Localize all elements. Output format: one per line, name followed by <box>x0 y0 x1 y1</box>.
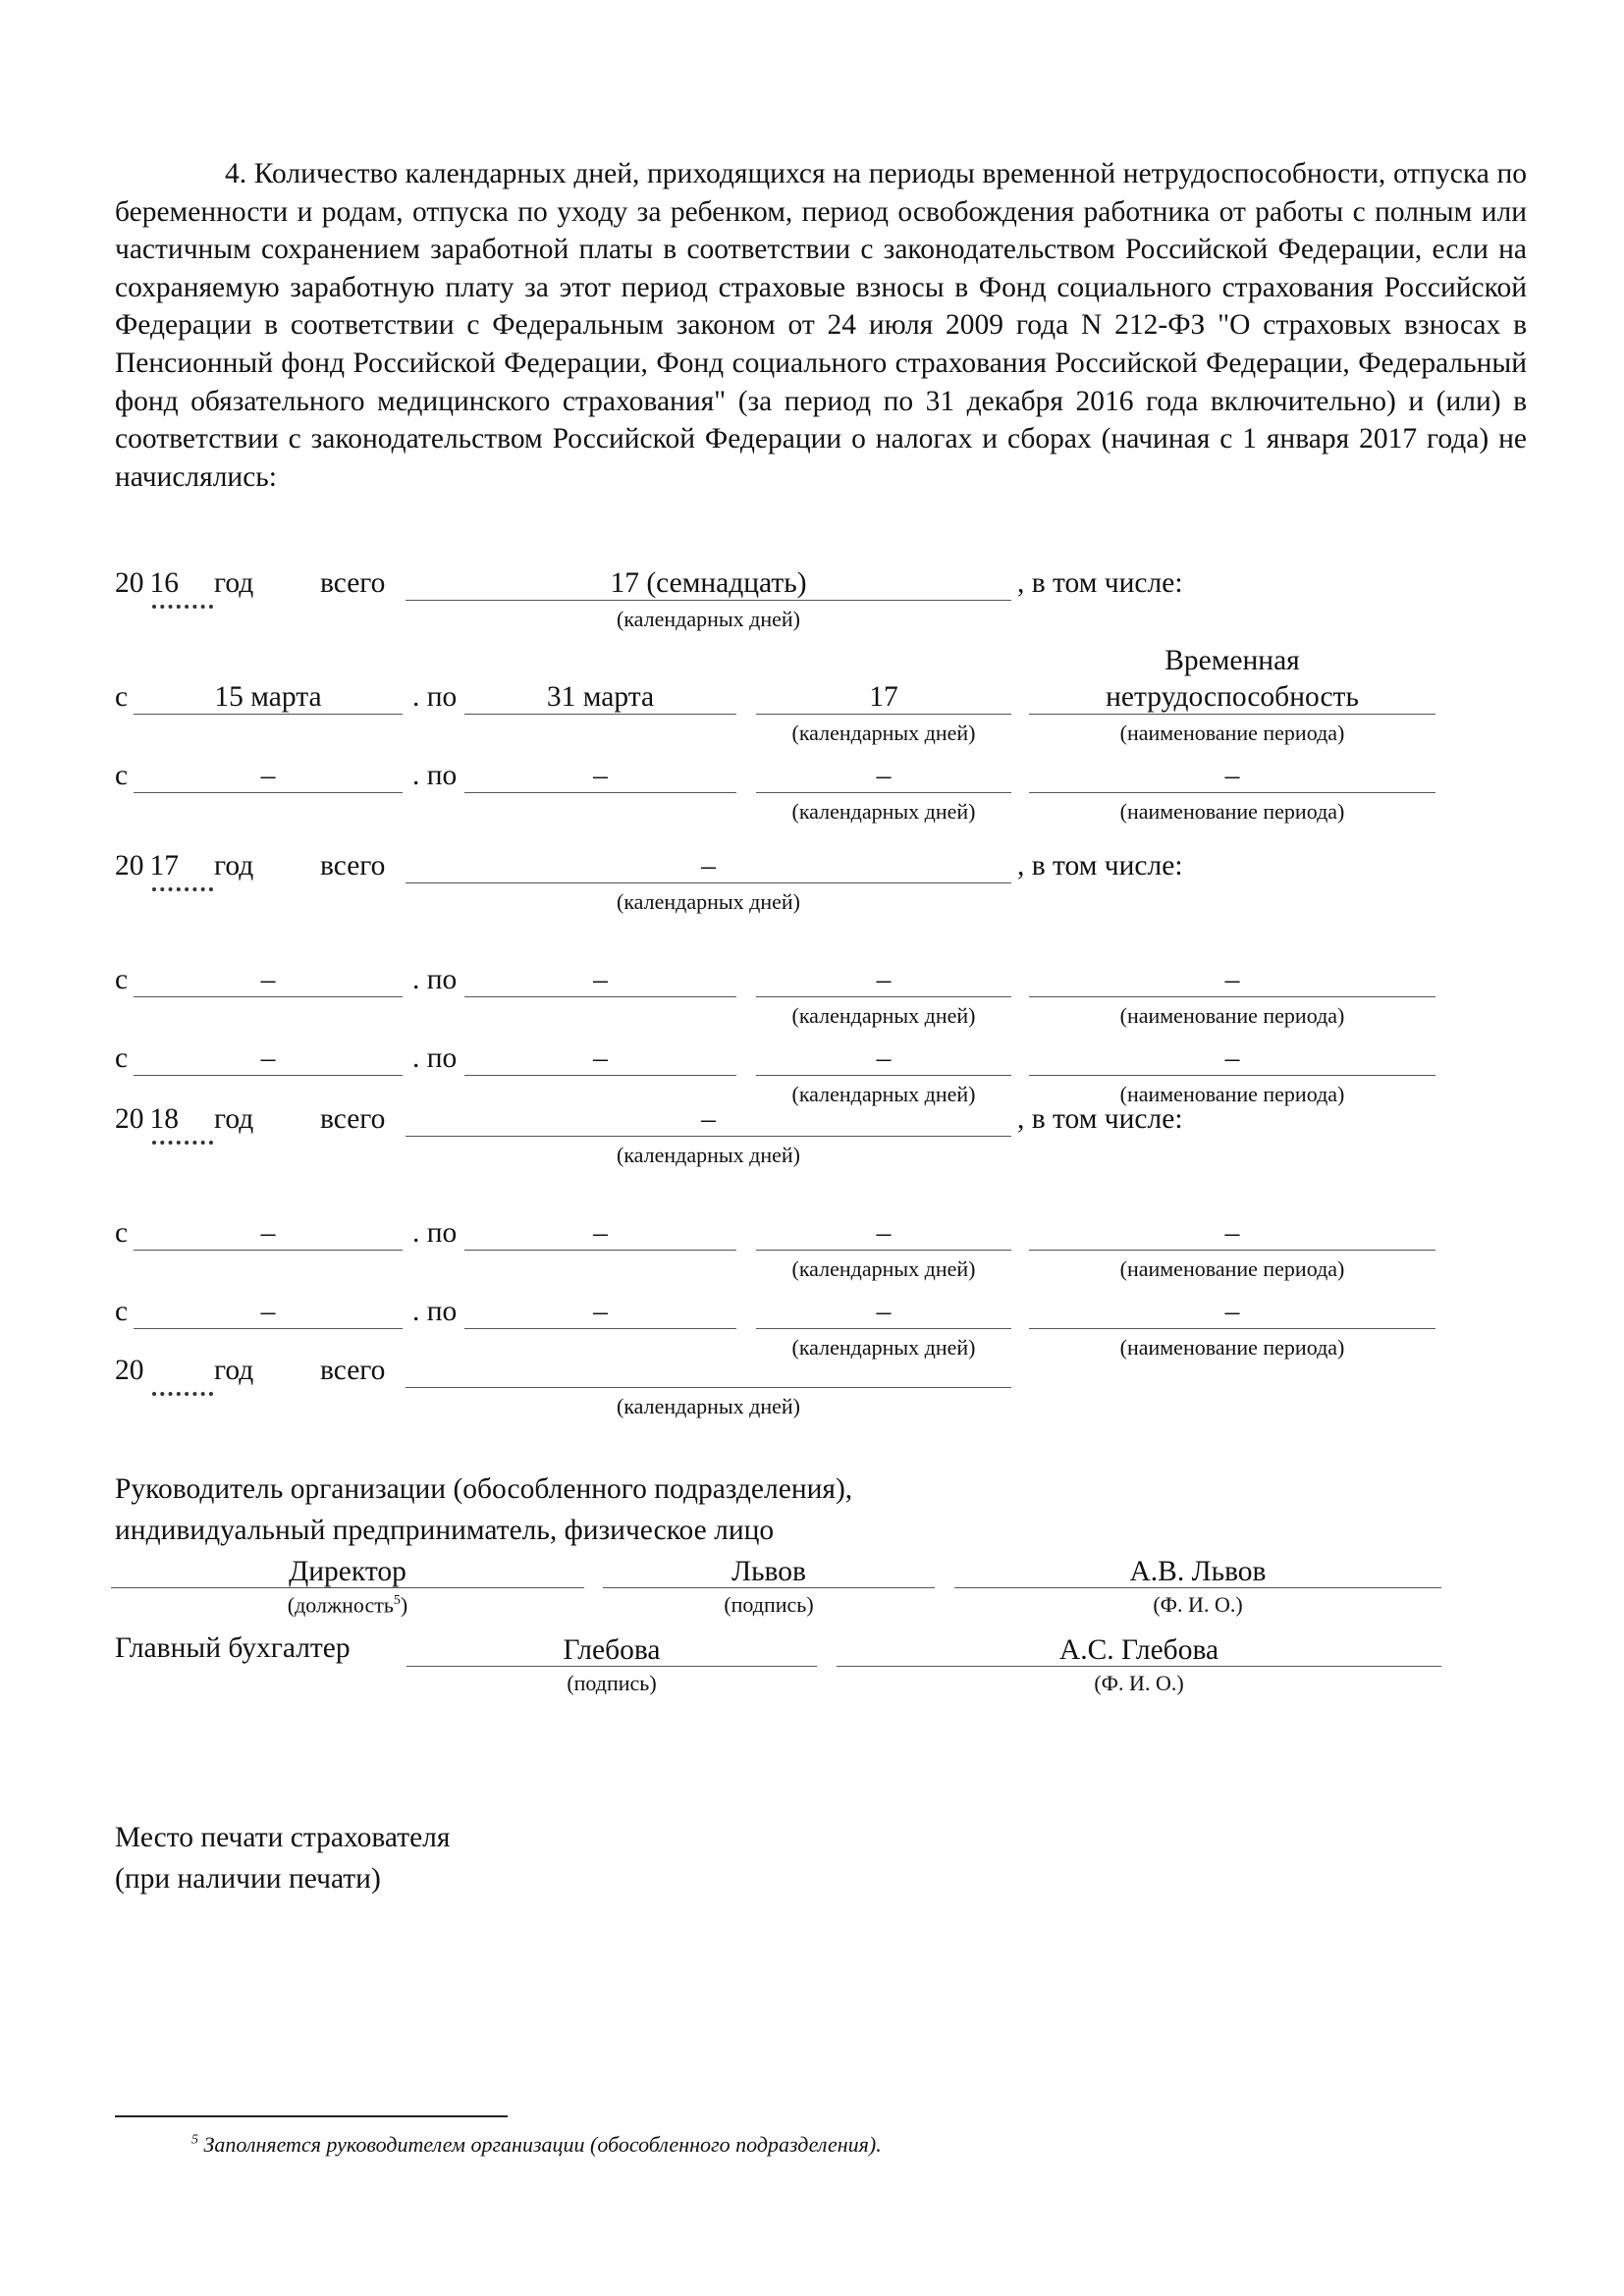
accountant-signature-caption: (подпись) <box>567 1671 657 1695</box>
stamp-line2: (при наличии печати) <box>115 1863 381 1895</box>
year-dotted-underline <box>152 887 213 891</box>
year-prefix: 20 <box>115 850 144 881</box>
year-number-field[interactable] <box>144 1105 199 1135</box>
period-to-label: . по <box>412 760 458 791</box>
accountant-label: Главный бухгалтер <box>115 1632 351 1664</box>
year-total-caption: (календарных дней) <box>617 1394 800 1418</box>
year-label <box>115 852 199 881</box>
year-total-line <box>406 1136 1011 1137</box>
period-from-label: с <box>115 1296 129 1327</box>
year-dotted-underline <box>152 1392 213 1396</box>
period-to-field[interactable]: – <box>593 1217 608 1249</box>
head-name-line <box>954 1587 1441 1588</box>
head-signature-caption: (подпись) <box>724 1592 814 1617</box>
year-number: 17 <box>149 850 179 881</box>
year-total-caption: (календарных дней) <box>617 889 800 914</box>
period-from-line <box>134 1075 403 1076</box>
period-to-label: . по <box>412 1042 458 1074</box>
period-from-label: с <box>115 1042 129 1074</box>
period-name-caption: (наименование периода) <box>1119 1335 1345 1360</box>
period-to-line <box>464 714 736 715</box>
period-from-line <box>134 1250 403 1251</box>
period-name-line <box>1029 1075 1435 1076</box>
period-from-field[interactable]: – <box>260 1042 276 1074</box>
period-from-field[interactable]: 15 марта <box>214 681 322 713</box>
year-total-field[interactable]: – <box>701 850 716 881</box>
period-from-field[interactable]: – <box>260 760 276 791</box>
period-days-caption: (календарных дней) <box>791 1003 976 1028</box>
period-name-field[interactable]: – <box>1224 1042 1240 1074</box>
stamp-line1: Место печати страхователя <box>115 1822 451 1853</box>
period-name-caption: (наименование периода) <box>1119 1082 1345 1106</box>
period-days-caption: (календарных дней) <box>791 721 976 745</box>
head-title-line1: Руководитель организации (обособленного подразделения), <box>115 1473 853 1505</box>
period-to-field[interactable]: – <box>593 1296 608 1327</box>
period-days-line <box>756 792 1011 793</box>
period-name-field[interactable]: – <box>1224 1296 1240 1327</box>
period-name-caption: (наименование периода) <box>1119 1256 1345 1281</box>
year-word: год <box>214 850 254 881</box>
accountant-name-caption: (Ф. И. О.) <box>1094 1671 1184 1695</box>
period-name-field[interactable]: – <box>1224 964 1240 995</box>
year-prefix: 20 <box>115 567 144 599</box>
total-word: всего <box>320 1103 386 1135</box>
including-label: , в том числе: <box>1017 567 1183 599</box>
period-to-line <box>464 792 736 793</box>
period-days-line <box>756 1250 1011 1251</box>
period-days-caption: (календарных дней) <box>791 799 976 824</box>
period-name-field[interactable]: нетрудоспособность <box>1106 681 1359 713</box>
year-total-caption: (календарных дней) <box>617 1143 800 1167</box>
head-position-line <box>111 1587 584 1588</box>
period-to-line <box>464 1250 736 1251</box>
period-name-line <box>1029 714 1435 715</box>
year-word: год <box>214 1103 254 1135</box>
footnote <box>191 2132 882 2158</box>
period-to-field[interactable]: 31 марта <box>546 681 655 713</box>
head-name-caption: (Ф. И. О.) <box>1153 1592 1243 1617</box>
period-days-field[interactable]: – <box>876 760 892 791</box>
period-from-label: с <box>115 1217 129 1249</box>
year-number-field[interactable] <box>144 852 199 881</box>
head-signature-field[interactable]: Львов <box>731 1556 806 1587</box>
period-from-line <box>134 792 403 793</box>
year-word: год <box>214 567 254 599</box>
year-dotted-underline <box>152 605 213 609</box>
period-days-caption: (календарных дней) <box>791 1256 976 1281</box>
year-label <box>115 1357 199 1386</box>
period-from-field[interactable]: – <box>260 1296 276 1327</box>
period-days-field[interactable]: – <box>876 964 892 995</box>
year-total-line <box>406 882 1011 883</box>
period-days-line <box>756 1328 1011 1329</box>
period-to-field[interactable]: – <box>593 1042 608 1074</box>
year-prefix: 20 <box>115 1355 144 1386</box>
period-days-field[interactable]: 17 <box>869 681 898 713</box>
period-to-field[interactable]: – <box>593 760 608 791</box>
period-to-label: . по <box>412 681 458 713</box>
year-number-field[interactable] <box>144 1357 199 1386</box>
period-from-label: с <box>115 964 129 995</box>
footnote-rule <box>115 2115 508 2117</box>
year-number-field[interactable] <box>144 569 199 599</box>
period-to-label: . по <box>412 964 458 995</box>
period-days-caption: (календарных дней) <box>791 1335 976 1360</box>
clause-4-text: 4. Количество календарных дней, приходящихся на периоды временной нетрудоспособности, отпуска по беременности и родам, отпуска по уходу за ребенком, период освобождения работника от работы с полным или частичным сохранением заработной платы в соответствии с законодательством Российской Федерации, если на сохраняемую заработную плату за этот период страховые взносы в Фонд социального страхования Российской Федерации в соответствии с Федеральным законом от 24 июля 2009 года N 212-ФЗ "О страховых взносах в Пенсионный фонд Российской Федерации, Фонд социального страхования Российской Федерации, Федеральный фонд обязательного медицинского страхования" (за период по 31 декабря 2016 года включительно) и (или) в соответствии с законодательством Российской Федерации о налогах и сборах (начиная с 1 января 2017 года) не начислялись: <box>115 158 1527 493</box>
year-total-caption: (календарных дней) <box>617 607 800 631</box>
accountant-name-field[interactable]: А.С. Глебова <box>1058 1634 1219 1666</box>
period-days-line <box>756 1075 1011 1076</box>
footnote-text: Заполняется руководителем организации (обособленного подразделения). <box>198 2132 882 2157</box>
head-signature-line <box>603 1587 935 1588</box>
period-from-line <box>134 1328 403 1329</box>
including-label: , в том числе: <box>1017 850 1183 881</box>
head-title-line2: индивидуальный предприниматель, физическое лицо <box>115 1515 775 1546</box>
period-days-field[interactable]: – <box>876 1296 892 1327</box>
year-word: год <box>214 1355 254 1386</box>
year-total-field[interactable]: 17 (семнадцать) <box>610 567 807 599</box>
period-from-label: с <box>115 760 129 791</box>
accountant-signature-line <box>406 1666 817 1667</box>
period-name-line <box>1029 996 1435 997</box>
year-total-line <box>406 1387 1011 1388</box>
accountant-signature-field[interactable]: Глебова <box>563 1634 661 1666</box>
period-to-field[interactable]: – <box>593 964 608 995</box>
head-name-field[interactable]: А.В. Львов <box>1129 1556 1267 1587</box>
period-to-line <box>464 1075 736 1076</box>
year-total-line <box>406 600 1011 601</box>
period-from-field[interactable]: – <box>260 1217 276 1249</box>
clause-4-paragraph <box>115 155 1527 496</box>
accountant-name-line <box>837 1666 1441 1667</box>
year-prefix: 20 <box>115 1103 144 1135</box>
year-total-field[interactable]: – <box>701 1103 716 1135</box>
period-name-caption: (наименование периода) <box>1119 1003 1345 1028</box>
period-name-line <box>1029 1250 1435 1251</box>
total-word: всего <box>320 1355 386 1386</box>
period-from-line <box>134 714 403 715</box>
year-number: 16 <box>149 567 179 599</box>
period-days-field[interactable]: – <box>876 1042 892 1074</box>
period-name-field[interactable]: – <box>1224 760 1240 791</box>
period-days-line <box>756 714 1011 715</box>
period-name-field[interactable]: – <box>1224 1217 1240 1249</box>
year-label <box>115 569 199 599</box>
period-name-field-line1[interactable]: Временная <box>1164 645 1300 676</box>
year-number: 18 <box>149 1103 179 1135</box>
year-label <box>115 1105 199 1135</box>
total-word: всего <box>320 850 386 881</box>
period-from-field[interactable]: – <box>260 964 276 995</box>
period-name-caption: (наименование периода) <box>1119 721 1345 745</box>
head-position-caption: (должность$^5$) <box>287 1592 408 1618</box>
period-days-line <box>756 996 1011 997</box>
period-days-field[interactable]: – <box>876 1217 892 1249</box>
period-to-line <box>464 996 736 997</box>
period-name-line <box>1029 792 1435 793</box>
period-name-line <box>1029 1328 1435 1329</box>
head-position-field[interactable]: Директор <box>289 1556 406 1587</box>
period-to-label: . по <box>412 1296 458 1327</box>
total-word: всего <box>320 567 386 599</box>
period-from-line <box>134 996 403 997</box>
period-to-label: . по <box>412 1217 458 1249</box>
period-to-line <box>464 1328 736 1329</box>
year-dotted-underline <box>152 1141 213 1145</box>
period-name-caption: (наименование периода) <box>1119 799 1345 824</box>
period-from-label: с <box>115 681 129 713</box>
footnote-mark: 5 <box>191 2132 198 2148</box>
period-days-caption: (календарных дней) <box>791 1082 976 1106</box>
including-label: , в том числе: <box>1017 1103 1183 1135</box>
